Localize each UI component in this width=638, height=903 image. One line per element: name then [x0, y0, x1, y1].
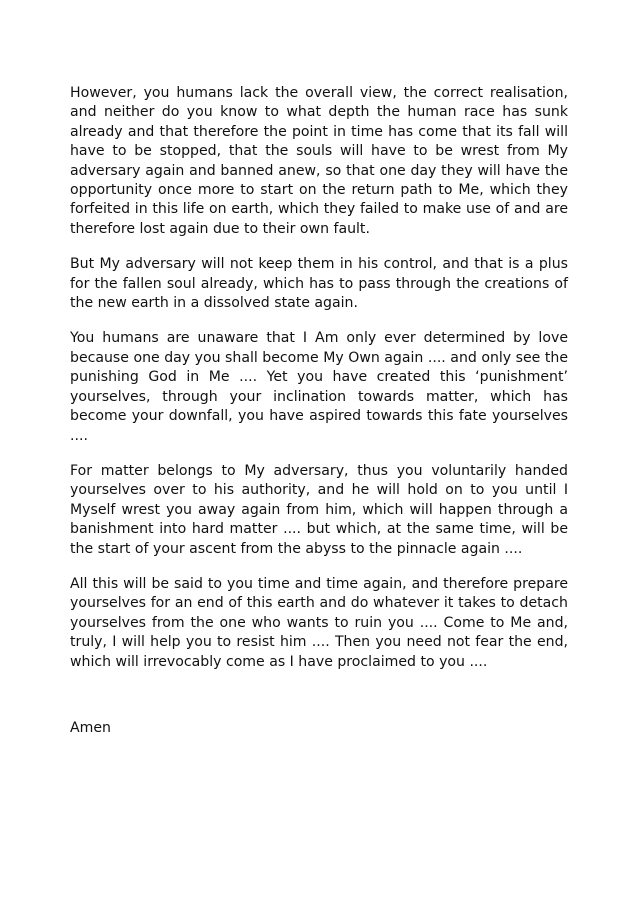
- paragraph-5: All this will be said to you time and time again, and therefore prepare yourselves for an end of this earth and do whatever it takes to detach yourselves from the one who wants to ruin you .... Come to Me and, truly, I will help you to resist him .... Then you need not fear the end, which will irrevocably come as I have proclaimed to you ....: [70, 575, 568, 670]
- paragraph-3: You humans are unaware that I Am only ever determined by love because one day you shall become My Own again .... and only see the punishing God in Me .... Yet you have created this ‘punishment’ yourselves, through your inclination towards matter, which has become your downfall, you have aspired towards this fate yourselves ....: [70, 330, 568, 444]
- paragraph-1: However, you humans lack the overall view, the correct realisation, and neither do you know to what depth the human race has sunk already and that therefore the point in time has come that its fall will have to be stopped, that the souls will have to be wrest from My adversary again and banned anew, so that one day they will have the opportunity once more to start on the return path to Me, which they forfeited in this life on earth, which they failed to make use of and are therefore lost again due to their own fault.: [70, 85, 568, 237]
- closing-amen: Amen: [70, 719, 111, 736]
- paragraph-4: For matter belongs to My adversary, thus you voluntarily handed yourselves over to his authority, and he will hold on to you until I Myself wrest you away again from him, which will happen through a banishment into hard matter .... but which, at the same time, will be the start of your ascent from the abyss to the pinnacle again ....: [70, 462, 568, 557]
- paragraph-2: But My adversary will not keep them in his control, and that is a plus for the fallen soul already, which has to pass through the creations of the new earth in a dissolved state again.: [70, 256, 568, 312]
- document-page: [70, 84, 568, 754]
